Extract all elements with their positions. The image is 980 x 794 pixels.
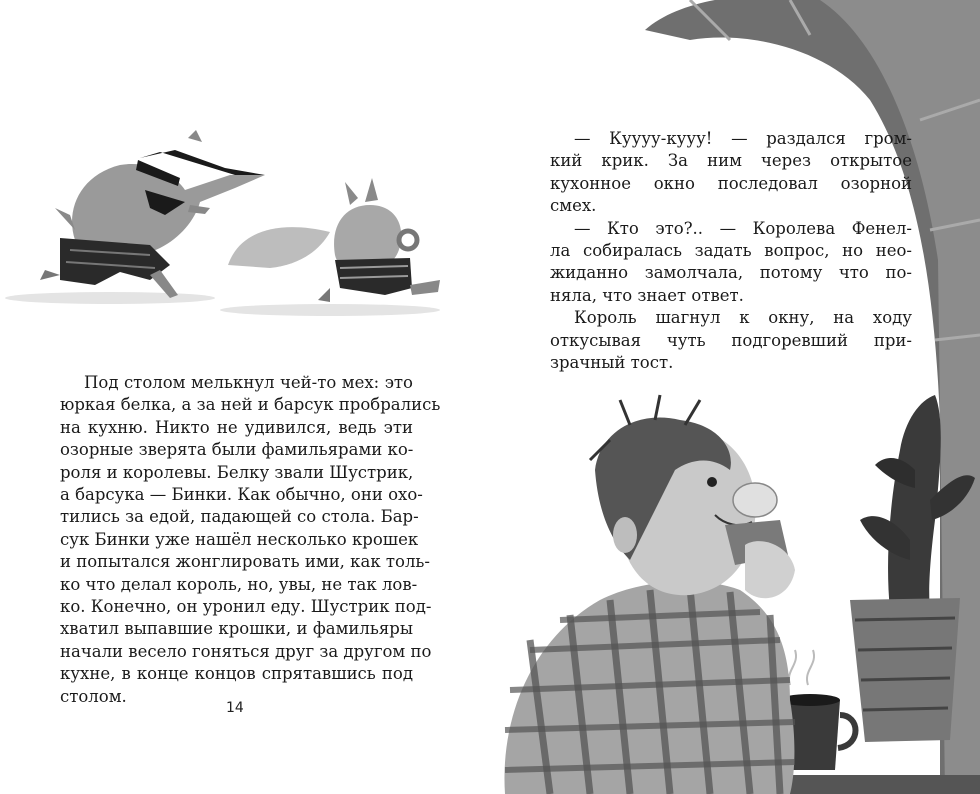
right-paragraph-3 (550, 307, 912, 374)
text-line: сук Бинки уже нашёл несколько крошек (60, 529, 419, 549)
text-line: откусывая чуть подгоревший при- (550, 330, 912, 350)
right-page-text (550, 128, 912, 374)
page-number: 14 (226, 700, 244, 716)
badger-figure (40, 130, 265, 298)
text-line: — Куууу-кууу! — раздался гром- (574, 129, 912, 148)
text-line: Король шагнул к окну, на ходу (574, 308, 912, 328)
text-line: роля и королевы. Белку звали Шустрик, (60, 462, 414, 482)
text-line: Под столом мелькнул чей-то мех: это (84, 373, 413, 392)
text-line: хватил выпавшие крошки, и фамильяры (60, 619, 413, 639)
text-line: на кухню. Никто не удивился, ведь эти (60, 417, 413, 437)
text-line: а барсука — Бинки. Как обычно, они охо- (60, 485, 423, 505)
text-line: кухне, в конце концов спрятавшись под (60, 664, 413, 684)
text-line: кухонное окно последовал озорной (550, 173, 912, 193)
text-line: озорные зверята были фамильярами ко- (60, 440, 414, 460)
right-page (490, 0, 980, 794)
text-line: — Кто это?.. — Королева Фенел- (574, 218, 912, 238)
text-line: ла собиралась задать вопрос, но нео- (550, 241, 912, 261)
left-page-paragraph (60, 372, 441, 708)
text-line: зрачный тост. (550, 353, 674, 373)
text-line: жиданно замолчала, потому что по- (550, 263, 912, 283)
king-kitchen-illustration (490, 0, 980, 794)
king-figure (504, 395, 795, 794)
text-line: ко. Конечно, он уронил еду. Шустрик под- (60, 597, 432, 617)
text-line: ко что делал король, но, увы, не так лов- (60, 574, 418, 594)
text-line: смех. (550, 196, 597, 216)
text-line: начали весело гоняться друг за другом по (60, 641, 432, 661)
text-line: юркая белка, а за ней и барсук пробрались (60, 395, 441, 415)
text-line: тились за едой, падающей со стола. Бар- (60, 507, 419, 527)
text-line: и попытался жонглировать ими, как толь- (60, 552, 430, 572)
squirrel-figure (228, 178, 440, 302)
right-paragraph-1 (550, 128, 912, 218)
right-paragraph-2 (550, 218, 912, 308)
text-line: няла, что знает ответ. (550, 285, 744, 305)
badger-squirrel-illustration (0, 120, 480, 330)
text-line: столом. (60, 686, 127, 706)
text-line: кий крик. За ним через открытое (550, 151, 912, 171)
